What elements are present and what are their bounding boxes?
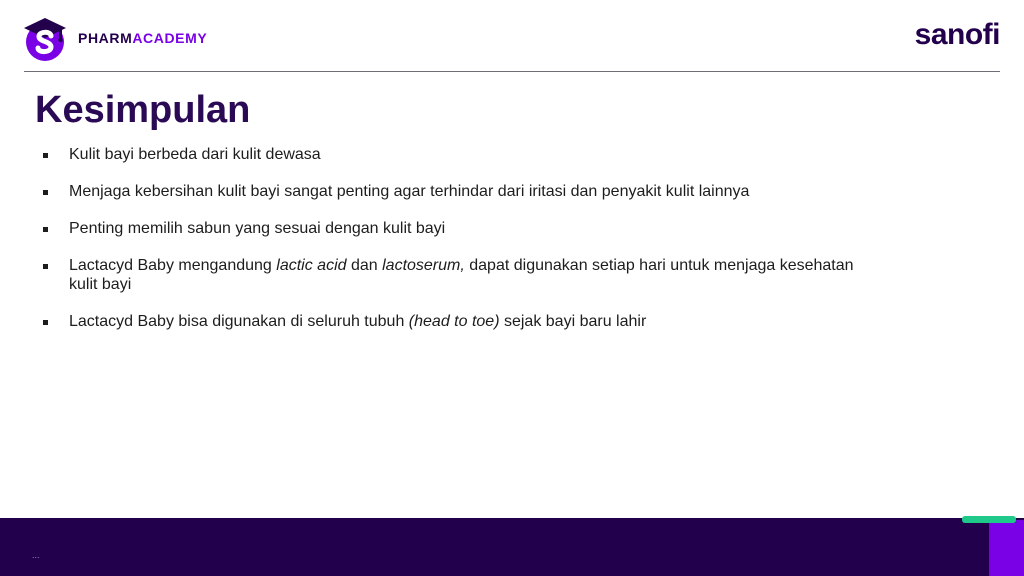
bullet-text: dan [346,257,383,274]
bullet-text: sejak bayi baru lahir [499,313,647,330]
bullet-item [40,219,880,238]
bullet-list [40,145,880,349]
header-divider [24,71,1000,72]
page-marker: ... [32,550,40,560]
bullet-text: dapat digunakan setiap hari untuk menjaga kesehatan kulit bayi [69,257,854,293]
bullet-italic-text: (head to toe) [408,313,500,330]
bullet-item [40,312,880,331]
bullet-item [40,145,880,164]
wordmark-academy: ACADEMY [132,30,208,46]
bullet-item [40,182,880,201]
pharmacademy-logo [20,12,207,64]
bullet-text: Penting memilih sabun yang sesuai dengan kulit bayi [69,220,446,237]
bullet-text: Lactacyd Baby mengandung [69,257,277,274]
pharmacademy-shield-s-icon [20,13,70,63]
sanofi-logo: sanofi [914,18,1000,51]
bullet-text: Kulit bayi berbeda dari kulit dewasa [69,146,321,163]
footer-accent-purple [989,520,1024,576]
wordmark-pharm: PHARM [78,30,133,46]
bullet-text: Lactacyd Baby bisa digunakan di seluruh tubuh [69,313,409,330]
bullet-text: Menjaga kebersihan kulit bayi sangat penting agar terhindar dari iritasi dan penyakit kulit lainnya [69,183,750,200]
slide-title: Kesimpulan [35,89,251,131]
footer-accent-green [962,516,1016,523]
footer-bar [0,518,1024,576]
bullet-italic-text: lactic acid [276,257,347,274]
bullet-item [40,256,880,294]
bullet-italic-text: lactoserum, [382,257,465,274]
pharmacademy-wordmark [78,30,207,46]
